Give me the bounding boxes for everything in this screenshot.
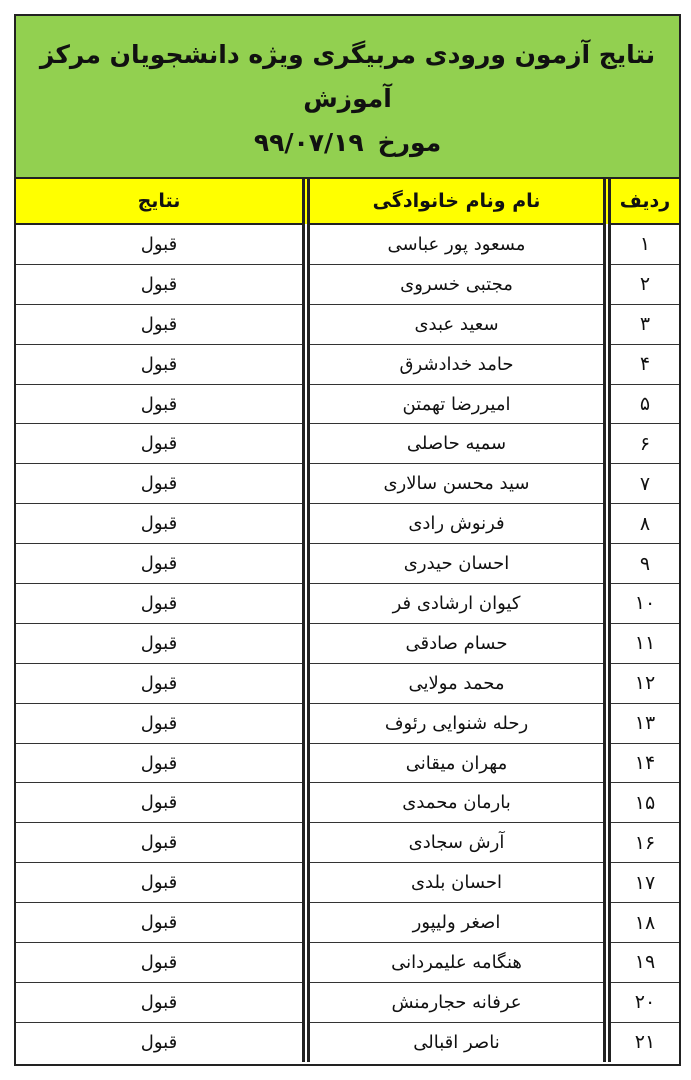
- row-index-cell: ۲: [607, 264, 679, 304]
- row-index-cell: ۴: [607, 344, 679, 384]
- row-name-cell: فرنوش رادی: [306, 504, 607, 544]
- title-banner: [16, 16, 679, 179]
- row-name-cell: حامد خدادشرق: [306, 344, 607, 384]
- row-index-cell: ۲۱: [607, 1022, 679, 1061]
- table-row: [16, 903, 679, 943]
- row-index-cell: ۱: [607, 224, 679, 264]
- row-name-cell: سعید عبدی: [306, 304, 607, 344]
- row-result-cell: قبول: [16, 623, 306, 663]
- row-result-cell: قبول: [16, 863, 306, 903]
- row-result-cell: قبول: [16, 783, 306, 823]
- row-name-cell: احسان بلدی: [306, 863, 607, 903]
- date-label: مورخ: [377, 127, 442, 157]
- table-row: [16, 384, 679, 424]
- exam-date: [254, 121, 441, 165]
- row-name-cell: حسام صادقی: [306, 623, 607, 663]
- row-result-cell: قبول: [16, 504, 306, 544]
- table-row: [16, 304, 679, 344]
- row-index-cell: ۷: [607, 464, 679, 504]
- row-name-cell: محمد مولایی: [306, 663, 607, 703]
- row-index-cell: ۱۰: [607, 584, 679, 624]
- row-name-cell: هنگامه علیمردانی: [306, 943, 607, 983]
- table-row: [16, 224, 679, 264]
- row-result-cell: قبول: [16, 224, 306, 264]
- table-row: [16, 264, 679, 304]
- row-name-cell: ناصر اقبالی: [306, 1022, 607, 1061]
- row-index-cell: ۱۹: [607, 943, 679, 983]
- row-name-cell: کیوان ارشادی فر: [306, 584, 607, 624]
- row-name-cell: بارمان محمدی: [306, 783, 607, 823]
- row-result-cell: قبول: [16, 703, 306, 743]
- row-result-cell: قبول: [16, 663, 306, 703]
- column-header-name: نام ونام خانوادگی: [306, 179, 607, 224]
- table-row: [16, 584, 679, 624]
- table-row: [16, 344, 679, 384]
- row-index-cell: ۳: [607, 304, 679, 344]
- table-row: [16, 743, 679, 783]
- table-row: [16, 703, 679, 743]
- row-name-cell: مهران میقانی: [306, 743, 607, 783]
- row-name-cell: سید محسن سالاری: [306, 464, 607, 504]
- column-header-index: ردیف: [607, 179, 679, 224]
- row-name-cell: آرش سجادی: [306, 823, 607, 863]
- row-index-cell: ۸: [607, 504, 679, 544]
- results-body: [16, 224, 679, 1062]
- row-name-cell: سمیه حاصلی: [306, 424, 607, 464]
- row-index-cell: ۶: [607, 424, 679, 464]
- table-row: [16, 663, 679, 703]
- row-index-cell: ۱۵: [607, 783, 679, 823]
- row-index-cell: ۱۶: [607, 823, 679, 863]
- row-result-cell: قبول: [16, 743, 306, 783]
- row-index-cell: ۱۳: [607, 703, 679, 743]
- table-row: [16, 1022, 679, 1061]
- row-name-cell: مجتبی خسروی: [306, 264, 607, 304]
- results-sheet: [14, 14, 681, 1066]
- column-header-result: نتایج: [16, 179, 306, 224]
- row-result-cell: قبول: [16, 384, 306, 424]
- row-index-cell: ۹: [607, 544, 679, 584]
- date-value: ۹۹/۰۷/۱۹: [253, 127, 364, 157]
- row-result-cell: قبول: [16, 264, 306, 304]
- table-row: [16, 623, 679, 663]
- table-row: [16, 464, 679, 504]
- row-result-cell: قبول: [16, 823, 306, 863]
- row-index-cell: ۱۲: [607, 663, 679, 703]
- row-result-cell: قبول: [16, 544, 306, 584]
- row-index-cell: ۱۴: [607, 743, 679, 783]
- row-result-cell: قبول: [16, 903, 306, 943]
- row-name-cell: مسعود پور عباسی: [306, 224, 607, 264]
- row-name-cell: امیررضا تهمتن: [306, 384, 607, 424]
- row-result-cell: قبول: [16, 1022, 306, 1061]
- page-title: نتایج آزمون ورودی مربیگری ویژه دانشجویان مرکز آموزش: [39, 39, 656, 113]
- row-result-cell: قبول: [16, 943, 306, 983]
- row-name-cell: رحله شنوایی رئوف: [306, 703, 607, 743]
- table-row: [16, 823, 679, 863]
- row-name-cell: اصغر ولیپور: [306, 903, 607, 943]
- row-result-cell: قبول: [16, 982, 306, 1022]
- row-name-cell: احسان حیدری: [306, 544, 607, 584]
- table-row: [16, 544, 679, 584]
- table-row: [16, 783, 679, 823]
- row-index-cell: ۲۰: [607, 982, 679, 1022]
- row-result-cell: قبول: [16, 344, 306, 384]
- table-row: [16, 424, 679, 464]
- table-row: [16, 863, 679, 903]
- row-result-cell: قبول: [16, 424, 306, 464]
- row-result-cell: قبول: [16, 464, 306, 504]
- row-index-cell: ۵: [607, 384, 679, 424]
- row-index-cell: ۱۸: [607, 903, 679, 943]
- table-row: [16, 982, 679, 1022]
- row-index-cell: ۱۱: [607, 623, 679, 663]
- row-result-cell: قبول: [16, 584, 306, 624]
- table-row: [16, 943, 679, 983]
- row-index-cell: ۱۷: [607, 863, 679, 903]
- results-table: [16, 179, 679, 1062]
- row-name-cell: عرفانه حجارمنش: [306, 982, 607, 1022]
- table-row: [16, 504, 679, 544]
- table-header-row: [16, 179, 679, 224]
- row-result-cell: قبول: [16, 304, 306, 344]
